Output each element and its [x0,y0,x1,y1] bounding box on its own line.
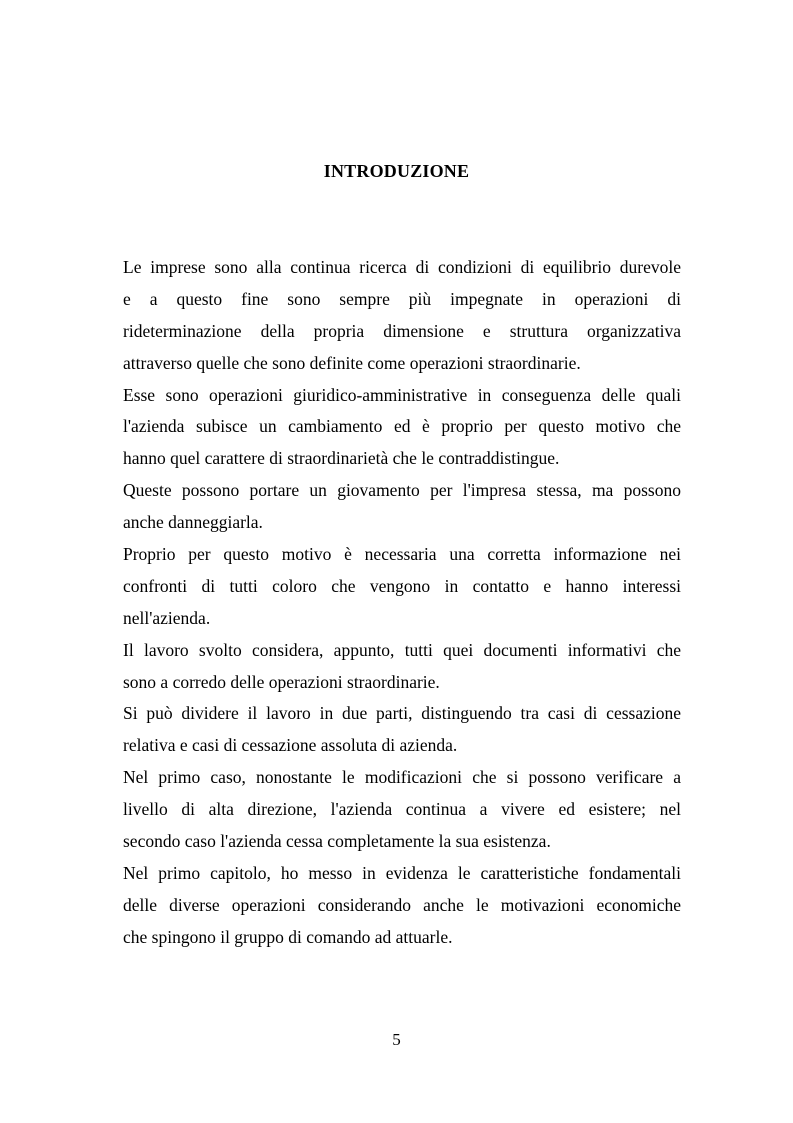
paragraph [123,698,681,762]
text-line: livello di alta direzione, l'azienda continua a vivere ed esistere; nel [123,799,681,820]
text-line: Queste possono portare un giovamento per l'impresa stessa, ma possono [123,480,681,501]
text-line: delle diverse operazioni considerando anche le motivazioni economiche [123,894,681,915]
paragraph [123,635,681,699]
text-line: attraverso quelle che sono definite come operazioni straordinarie. [123,352,581,373]
text-line: anche danneggiarla. [123,512,263,533]
text-line: sono a corredo delle operazioni straordinarie. [123,671,440,692]
text-line: Le imprese sono alla continua ricerca di condizioni di equilibrio durevole [123,257,681,277]
text-line: Si può dividere il lavoro in due parti, distinguendo tra casi di cessazione [123,703,681,724]
body-text [123,252,681,954]
paragraph [123,252,681,380]
text-line: Nel primo capitolo, ho messo in evidenza le caratteristiche fondamentali [123,862,681,883]
text-line: rideterminazione della propria dimensione e struttura organizzativa [123,320,681,341]
page-title: INTRODUZIONE [323,161,470,181]
paragraph [123,539,681,635]
text-line: Nel primo caso, nonostante le modificazioni che si possono verificare a [123,767,681,788]
paragraph [123,475,681,539]
page-number: 5 [392,1030,401,1049]
text-line: Proprio per questo motivo è necessaria una corretta informazione nei [123,544,681,565]
text-line: nell'azienda. [123,607,211,628]
text-line: che spingono il gruppo di comando ad attuarle. [123,926,453,947]
text-line: secondo caso l'azienda cessa completamente la sua esistenza. [123,831,551,852]
text-line: confronti di tutti coloro che vengono in contatto e hanno interessi [123,575,681,596]
text-line: l'azienda subisce un cambiamento ed è proprio per questo motivo che [123,416,681,437]
text-line: hanno quel carattere di straordinarietà che le contraddistingue. [123,448,560,469]
text-line: relativa e casi di cessazione assoluta di azienda. [123,735,458,756]
text-line: e a questo fine sono sempre più impegnate in operazioni di [123,288,681,309]
paragraph [123,762,681,858]
paragraph [123,858,681,954]
paragraph [123,380,681,476]
text-line: Esse sono operazioni giuridico-amministrative in conseguenza delle quali [123,384,681,405]
text-line: Il lavoro svolto considera, appunto, tutti quei documenti informativi che [123,639,681,660]
